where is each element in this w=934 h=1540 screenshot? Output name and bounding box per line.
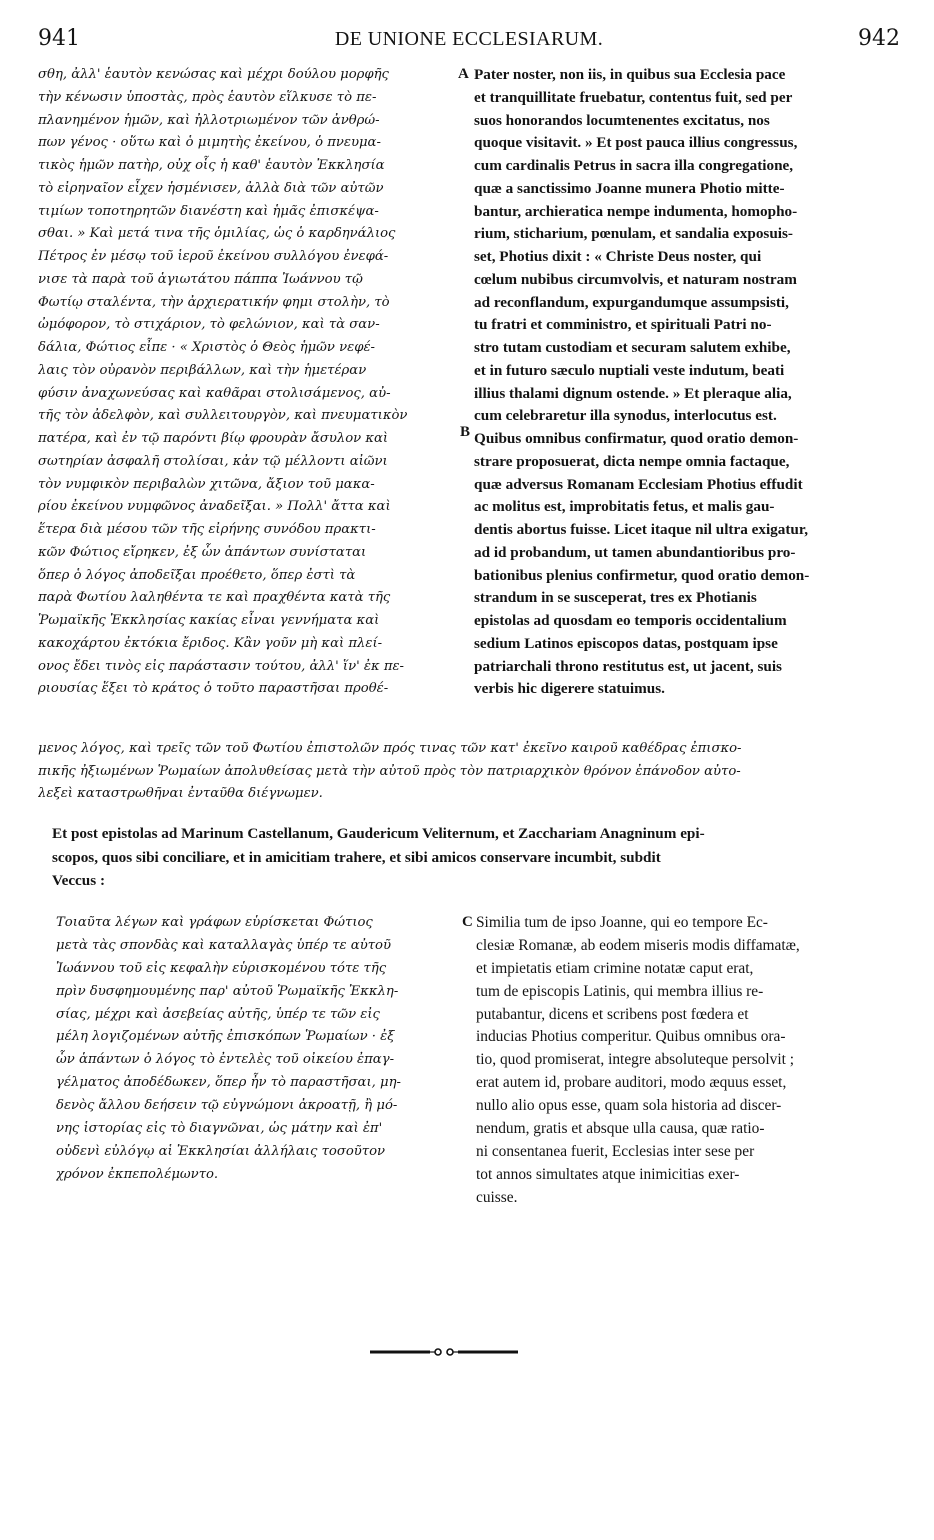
text-line: clesiæ Romanæ, ab eodem miseris modis diffamatæ, xyxy=(476,936,800,954)
text-line: Et post epistolas ad Marinum Castellanum, Gaudericum Veliternum, et Zacchariam Anagninum epi- xyxy=(52,825,705,842)
text-line: Ἰωάννου τοῦ εἰς κεφαλὴν εὑρισκομένου τότε τῆς xyxy=(56,960,387,976)
text-line: σίας, μέχρι καὶ ἀσεβείας αὐτῆς, ὑπέρ τε τῶν εἰς xyxy=(56,1006,380,1022)
text-line: putabantur, dicens et scribens post fœdera et xyxy=(476,1005,749,1023)
text-line: tot annos simultates atque inimicitias exer- xyxy=(476,1165,740,1183)
text-line: οὐδενὶ εὐλόγῳ αἱ Ἐκκλησίαι ἀλλήλαις τοσοῦτον xyxy=(56,1143,386,1159)
text-line: tu fratri et comministro, et spirituali Patri no- xyxy=(474,316,772,334)
text-line: τικὸς ἡμῶν πατὴρ, οὐχ οἷς ἡ καθ' ἑαυτὸν Ἐκκλησία xyxy=(38,158,385,173)
text-line: Φωτίῳ σταλέντα, τὴν ἀρχιερατικήν φημι στολὴν, τὸ xyxy=(38,294,390,310)
text-line: χρόνον ἐκπεπολέμωντο. xyxy=(56,1166,219,1182)
text-line: inducias Photius comperitur. Quibus omnibus ora- xyxy=(476,1028,786,1046)
text-line: ὠμόφορον, τὸ στιχάριον, τὸ φελώνιον, καὶ τὰ σαν- xyxy=(38,317,380,333)
running-title: DE UNIONE ECCLESIARUM. xyxy=(334,28,604,50)
text-line: τὸ εἰρηναῖον εἶχεν ἡσμένισεν, ἀλλὰ διὰ τῶν αὐτῶν xyxy=(38,180,384,196)
text-line: nendum, gratis et absque ulla causa, quæ ratio- xyxy=(476,1120,765,1138)
text-line: μέλη λογιζομένων αὐτῆς ἐπισκόπων Ῥωμαίων · ἐξ xyxy=(56,1029,395,1045)
text-line: scopos, quos sibi conciliare, et in amicitiam trahere, et sibi amicos conservare incumbit, subdit xyxy=(52,848,661,866)
text-line: bantur, archieratica nempe indumenta, homopho- xyxy=(474,202,798,220)
text-line: cœlum nubibus circumvolvis, et naturam nostram xyxy=(474,270,797,288)
text-line: set, Photius dixit : « Christe Deus noster, qui xyxy=(474,248,762,265)
text-line: quæ a sanctissimo Joanne munera Photio mitte- xyxy=(474,179,785,197)
text-line: Ῥωμαϊκῆς Ἐκκλησίας κακίας εἶναι γεννήματα καὶ xyxy=(38,613,380,628)
text-line: σθη, ἀλλ' ἑαυτὸν κενώσας καὶ μέχρι δούλου μορφῆς xyxy=(38,67,389,82)
left-page-number: 941 xyxy=(38,26,80,51)
page-header xyxy=(38,26,900,56)
text-line: ad id probandum, ut tamen abundantioribus pro- xyxy=(474,543,796,561)
right-page-number: 942 xyxy=(858,26,900,51)
text-line: φύσιν ἀναχωνεύσας καὶ καθᾶραι στολισάμενος, αὐ- xyxy=(38,385,391,401)
text-line: patriarchali throno restitutus est, ut jacent, suis xyxy=(474,657,782,675)
text-line: erat autem id, probare auditori, modo æquus esset, xyxy=(476,1074,787,1092)
text-line: τῆς τὸν ἀδελφὸν, καὶ συλλειτουργὸν, καὶ πνευματικὸν xyxy=(38,408,408,424)
margin-marker-b: B xyxy=(460,424,471,440)
text-line: Pater noster, non iis, in quibus sua Ecclesia pace xyxy=(474,66,786,83)
text-line: epistolas ad quosdam eo temporis occidentalium xyxy=(474,612,787,629)
text-line: λεξεὶ καταστρωθῆναι ἐνταῦθα διέγνωμεν. xyxy=(38,786,323,801)
text-line: Veccus : xyxy=(52,872,106,889)
text-line: quæ adversus Romanam Ecclesiam Photius effudit xyxy=(474,475,803,493)
text-line: πρὶν δυσφημουμένης παρ' αὐτοῦ Ῥωμαϊκῆς Ἐκκλη- xyxy=(56,983,399,999)
text-line: stro tutam custodiam et securam salutem exhibe, xyxy=(474,339,791,356)
text-line: κακοχάρτου ἐκτόκια ἔριδος. Κἂν γοῦν μὴ καὶ πλεί- xyxy=(38,635,383,651)
text-line: strare proposuerat, dicta nempe omnia factaque, xyxy=(474,452,790,470)
text-line: ονος ἔδει τινὸς εἰς παράστασιν τούτου, ἀλλ' ἵν' ἐκ πε- xyxy=(38,658,405,674)
text-line: dentis abortus fuisse. Licet itaque nil ultra exigatur, xyxy=(474,521,808,538)
text-line: νισε τὰ παρὰ τοῦ ἁγιωτάτου πάππα Ἰωάννου τῷ xyxy=(38,271,363,287)
text-line: verbis hic digerere statuimus. xyxy=(474,680,665,698)
text-line: μενος λόγος, καὶ τρεῖς τῶν τοῦ Φωτίου ἐπιστολῶν πρός τινας τῶν κατ' ἐκεῖνο καιροῦ καθέδρας ἐπισκο- xyxy=(38,741,742,756)
text-line: cum cardinalis Petrus in sacra illa congregatione, xyxy=(474,157,794,174)
text-line: bationibus plenius confirmetur, quod oratio demon- xyxy=(474,566,810,584)
greek-full-width-continuation xyxy=(38,738,900,808)
text-line: ni consentanea fuerit, Ecclesias inter sese per xyxy=(476,1142,755,1160)
text-line: ἕτερα διὰ μέσου τῶν τῆς εἰρήνης συνόδου πρακτι- xyxy=(38,522,376,537)
margin-marker-a: A xyxy=(458,66,469,82)
text-line: Similia tum de ipso Joanne, qui eo tempore Ec- xyxy=(476,914,768,931)
greek-column-section2 xyxy=(56,912,470,1192)
text-line: Πέτρος ἐν μέσῳ τοῦ ἱεροῦ ἐκείνου συλλόγου ἐνεφά- xyxy=(38,249,389,264)
text-line: et impietatis etiam crimine notatæ caput erat, xyxy=(476,959,754,977)
text-line: λαις τὸν οὐρανὸν περιβάλλων, καὶ τὴν ἡμετέραν xyxy=(38,362,367,378)
text-line: suos honorandos locumtenentes excitatus, nos xyxy=(474,111,770,129)
latin-column-section1 xyxy=(474,64,900,706)
ornament-rule xyxy=(370,1346,518,1358)
margin-marker-c: C xyxy=(462,914,473,930)
text-line: ρίου ἐκείνου νυμφῶνος ἀναδεῖξαι. » Πολλ' ἄττα καὶ xyxy=(38,499,391,515)
text-line: illius thalami dignum ostende. » Et pleraque alia, xyxy=(474,384,792,402)
text-line: γέλματος ἀποδέδωκεν, ὅπερ ἦν τὸ παραστῆσαι, μη- xyxy=(56,1075,401,1091)
text-line: sedium Latinos episcopos datas, postquam ipse xyxy=(474,634,778,652)
latin-column-section2 xyxy=(476,912,900,1214)
text-line: ad reconflandum, expurgandumque assumpsisti, xyxy=(474,293,789,311)
text-line: τιμίων τοποτηρητῶν διανέστη καὶ ἡμᾶς ἐπισκέψα- xyxy=(38,203,379,219)
text-line: δενὸς ἄλλου δεήσειν τῷ εὐγνώμονι ἀκροατῇ, ἢ μό- xyxy=(56,1098,398,1114)
greek-column-section1 xyxy=(38,64,462,706)
text-line: πων γένος · οὕτω καὶ ὁ μιμητὴς ἐκείνου, ὁ πνευμα- xyxy=(38,135,381,151)
text-line: ac molitus est, improbitatis fetus, et malis gau- xyxy=(474,498,775,516)
text-line: Τοιαῦτα λέγων καὶ γράφων εὑρίσκεται Φώτιος xyxy=(56,915,373,930)
text-line: πλανημένον ἡμῶν, καὶ ἠλλοτριωμένον τῶν ἀνθρώ- xyxy=(38,112,380,128)
text-line: ὅπερ ὁ λόγος ἀποδεῖξαι προέθετο, ὅπερ ἐστὶ τὰ xyxy=(38,567,356,583)
text-line: Quibus omnibus confirmatur, quod oratio demon- xyxy=(474,430,799,447)
text-line: cum celebraretur illa synodus, interlocutus est. xyxy=(474,407,777,425)
text-line: rium, sticharium, pœnulam, et sandalia exposuis- xyxy=(474,225,793,243)
text-line: et in futuro sæculo nuptiali veste indutum, beati xyxy=(474,361,785,379)
text-line: παρὰ Φωτίου λαληθέντα τε καὶ πραχθέντα κατὰ τῆς xyxy=(38,590,391,606)
text-line: μετὰ τὰς σπονδὰς καὶ καταλλαγὰς ὑπέρ τε αὐτοῦ xyxy=(56,937,391,953)
text-line: quoque visitavit. » Et post pauca illius congressus, xyxy=(474,134,798,152)
text-line: τὸν νυμφικὸν περιβαλὼν χιτῶνα, ἄξιον τοῦ μακα- xyxy=(38,476,375,492)
intermediate-latin-paragraph xyxy=(52,822,900,894)
text-line: cuisse. xyxy=(476,1188,518,1206)
text-line: strandum in se susceperat, tres ex Photianis xyxy=(474,589,757,607)
text-line: τὴν κένωσιν ὑποστὰς, πρὸς ἑαυτὸν εἵλκυσε τὸ πε- xyxy=(38,89,377,105)
text-line: ὧν ἁπάντων ὁ λόγος τὸ ἐντελὲς τοῦ οἰκείου ἐπαγ- xyxy=(56,1052,395,1068)
text-line: δάλια, Φώτιος εἶπε · « Χριστὸς ὁ Θεὸς ἡμῶν νεφέ- xyxy=(38,340,375,355)
text-line: κῶν Φώτιος εἴρηκεν, ἐξ ὧν ἁπάντων συνίσταται xyxy=(38,544,367,560)
text-line: σωτηρίαν ἀσφαλῆ στολίσαι, κἀν τῷ μέλλοντι αἰῶνι xyxy=(38,453,388,469)
text-line: σθαι. » Καὶ μετά τινα τῆς ὁμιλίας, ὡς ὁ καρδηνάλιος xyxy=(38,226,396,242)
text-line: νης ἱστορίας εἰς τὸ διαγνῶναι, ὡς μάτην καὶ ἐπ' xyxy=(56,1121,383,1137)
text-line: πατέρα, καὶ ἐν τῷ παρόντι βίῳ φρουρὰν ἄσυλον καὶ xyxy=(38,431,389,446)
text-line: tio, quod promiserat, integre absoluteque persolvit ; xyxy=(476,1051,795,1069)
text-line: ριουσίας ἕξει τὸ κράτος ὁ τοῦτο παραστῆσαι προθέ- xyxy=(38,681,389,697)
text-line: et tranquillitate fruebatur, contentus fuit, sed per xyxy=(474,88,793,106)
text-line: tum de episcopis Latinis, qui membra illius re- xyxy=(476,982,764,1000)
text-line: πικῆς ἠξιωμένων Ῥωμαίων ἀπολυθείσας μετὰ τὴν αὐτοῦ πρὸς τὸν πατριαρχικὸν θρόνον ἐπάνοδον αὐτο- xyxy=(38,763,741,779)
text-line: nullo alio opus esse, quam sola historia ad discer- xyxy=(476,1097,782,1115)
